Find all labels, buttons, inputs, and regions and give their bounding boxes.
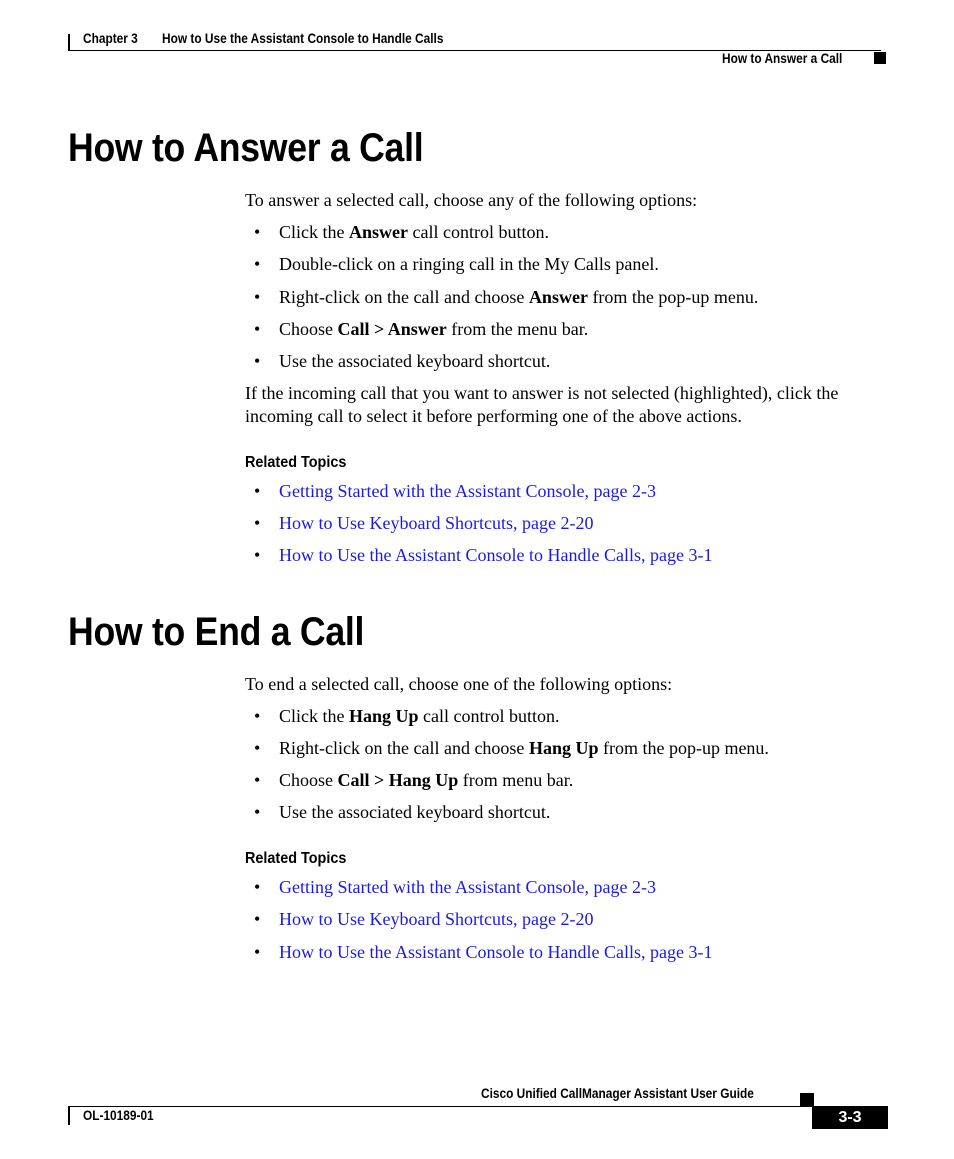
related-link-keyboard-shortcuts[interactable]: How to Use Keyboard Shortcuts, page 2-20: [279, 513, 594, 533]
bullet-dot: •: [254, 877, 261, 897]
bullet-dot: •: [254, 351, 261, 371]
header-chapter: Chapter 3: [83, 31, 138, 46]
related-link-handle-calls[interactable]: How to Use the Assistant Console to Handle Calls, page 3-1: [279, 942, 713, 962]
bullet-dot: •: [254, 942, 261, 962]
footer-page-number: 3-3: [838, 1109, 862, 1126]
header-chapter-title: How to Use the Assistant Console to Handle Calls: [162, 31, 444, 46]
answer-option-5: Use the associated keyboard shortcut.: [279, 351, 551, 371]
bullet-dot: •: [254, 222, 261, 242]
bullet-dot: •: [254, 287, 261, 307]
bullet-dot: •: [254, 909, 261, 929]
footer-rule: [68, 1106, 888, 1107]
related-link-keyboard-shortcuts[interactable]: How to Use Keyboard Shortcuts, page 2-20: [279, 909, 594, 929]
bullet-dot: •: [254, 481, 261, 501]
end-option-2: Right-click on the call and choose Hang Up from the pop-up menu.: [279, 738, 769, 758]
answer-related-topics-label: Related Topics: [245, 454, 347, 471]
answer-option-3: Right-click on the call and choose Answer from the pop-up menu.: [279, 287, 759, 307]
footer-guide-title: Cisco Unified CallManager Assistant User Guide: [481, 1086, 754, 1101]
footer-doc-number: OL-10189-01: [83, 1108, 154, 1123]
answer-note: If the incoming call that you want to answer is not selected (highlighted), click the incoming call to select it before performing one of the above actions.: [245, 383, 839, 426]
related-link-getting-started[interactable]: Getting Started with the Assistant Console, page 2-3: [279, 877, 656, 897]
end-option-4: Use the associated keyboard shortcut.: [279, 802, 551, 822]
answer-intro: To answer a selected call, choose any of the following options:: [245, 190, 698, 210]
bullet-dot: •: [254, 254, 261, 274]
header-section-title: How to Answer a Call: [722, 51, 843, 66]
related-link-getting-started[interactable]: Getting Started with the Assistant Console, page 2-3: [279, 481, 656, 501]
end-option-3: Choose Call > Hang Up from menu bar.: [279, 770, 574, 790]
bullet-dot: •: [254, 513, 261, 533]
bullet-dot: •: [254, 738, 261, 758]
end-heading: How to End a Call: [68, 610, 365, 654]
answer-option-4: Choose Call > Answer from the menu bar.: [279, 319, 589, 339]
header-left-bar: [68, 34, 70, 51]
bullet-dot: •: [254, 319, 261, 339]
footer-left-bar: [68, 1106, 70, 1125]
answer-heading: How to Answer a Call: [68, 126, 424, 170]
header-square-marker: [874, 52, 886, 64]
answer-option-2: Double-click on a ringing call in the My Calls panel.: [279, 254, 659, 274]
related-link-handle-calls[interactable]: How to Use the Assistant Console to Handle Calls, page 3-1: [279, 545, 713, 565]
end-intro: To end a selected call, choose one of the following options:: [245, 674, 673, 694]
bullet-dot: •: [254, 802, 261, 822]
end-option-1: Click the Hang Up call control button.: [279, 706, 560, 726]
bullet-dot: •: [254, 545, 261, 565]
footer-square-marker: [800, 1093, 814, 1107]
end-related-topics-label: Related Topics: [245, 850, 347, 867]
answer-option-1: Click the Answer call control button.: [279, 222, 549, 242]
bullet-dot: •: [254, 706, 261, 726]
bullet-dot: •: [254, 770, 261, 790]
